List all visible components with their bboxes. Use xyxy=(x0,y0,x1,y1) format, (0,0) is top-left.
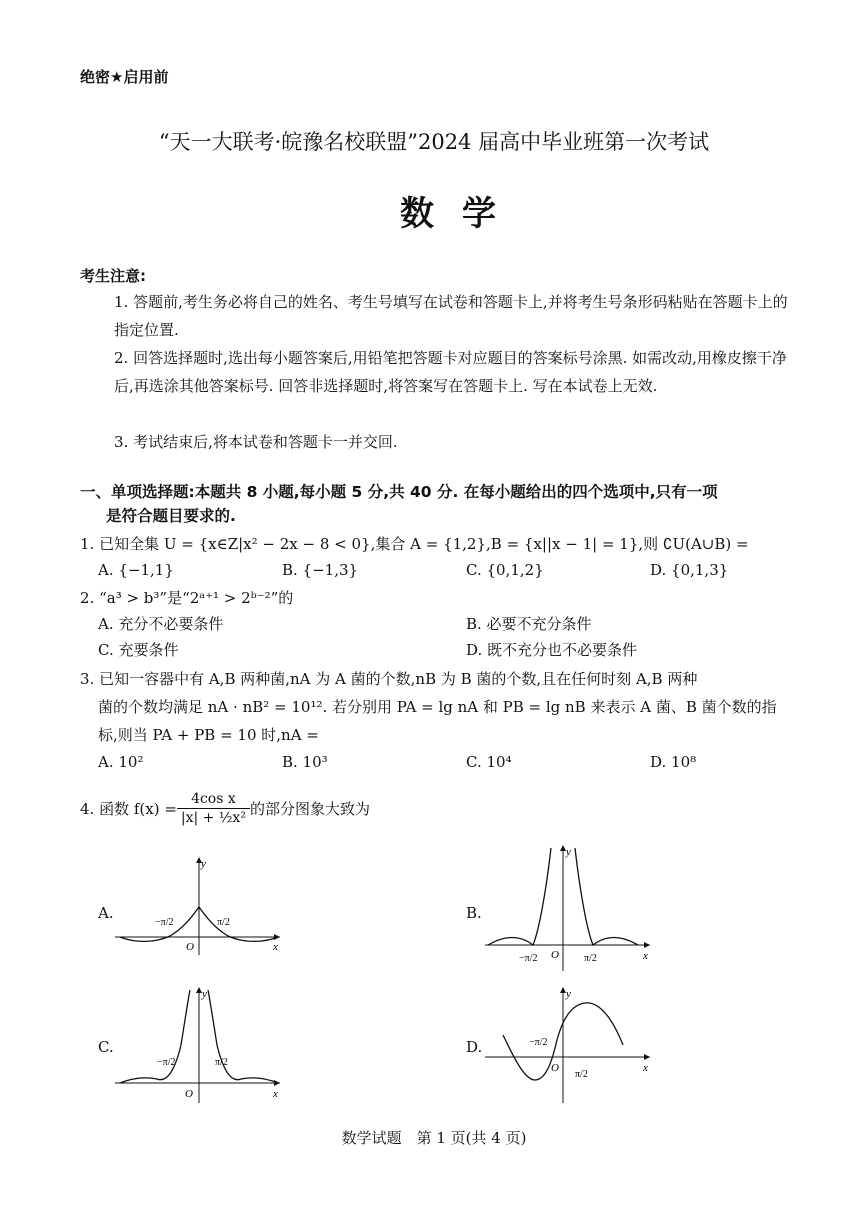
q3-stem-line2: 菌的个数均满足 nA · nB² = 10¹². 若分别用 PA = lg nA 和 PB = lg nB 来表示 A 菌、B 菌个数的指 xyxy=(98,698,777,716)
graph-a-x-label: x xyxy=(273,941,278,953)
graph-a xyxy=(115,855,285,960)
q2-stem: 2. “a³ > b³”是“2ᵃ⁺¹ > 2ᵇ⁻²”的 xyxy=(80,589,294,607)
notice-heading: 考生注意: xyxy=(80,267,146,285)
q3-option-a: A. 10² xyxy=(98,753,144,771)
graph-d-tick-pos: π/2 xyxy=(575,1069,588,1080)
q4-stem xyxy=(80,790,370,827)
confidential-label: 绝密★启用前 xyxy=(80,68,169,86)
q2-option-c: C. 充要条件 xyxy=(98,641,179,659)
q1-stem: 1. 已知全集 U = {x∈Z|x² − 2x − 8 < 0},集合 A = {1,2},B = {x||x − 1| = 1},则 ∁U(A∪B) = xyxy=(80,535,749,553)
graph-c-y-label: y xyxy=(202,988,207,1000)
graph-c-tick-neg: −π/2 xyxy=(157,1057,176,1068)
section-heading: 一、单项选择题:本题共 8 小题,每小题 5 分,共 40 分. 在每小题给出的四个选项中,只有一项 xyxy=(80,483,718,501)
graph-c-curve-right xyxy=(208,990,278,1083)
section-heading-cont: 是符合题目要求的. xyxy=(106,507,236,525)
q4-option-d-label: D. xyxy=(466,1038,483,1056)
q1-option-c: C. {0,1,2} xyxy=(466,561,544,579)
graph-c xyxy=(115,985,285,1105)
notice-item-2: 2. 回答选择题时,选出每小题答案后,用铅笔把答题卡对应题目的答案标号涂黑. 如需改动,用橡皮擦干净后,再选涂其他答案标号. 回答非选择题时,将答案写在答题卡上. 写在本试卷上无效. xyxy=(114,349,787,395)
q4-prefix: 4. 函数 f(x) = xyxy=(80,799,177,818)
q4-numerator: 4cos x xyxy=(177,790,250,809)
graph-b xyxy=(485,843,655,973)
q3-option-b: B. 10³ xyxy=(282,753,328,771)
q4-option-c-label: C. xyxy=(98,1038,114,1056)
q3-option-c: C. 10⁴ xyxy=(466,753,512,771)
graph-a-tick-neg: −π/2 xyxy=(155,917,174,928)
graph-b-curve-right xyxy=(575,848,638,945)
q3-option-d: D. 10⁸ xyxy=(650,753,697,771)
q1-option-b: B. {−1,3} xyxy=(282,561,359,579)
graph-d-y-label: y xyxy=(566,988,571,1000)
graph-a-origin: O xyxy=(186,941,194,953)
q4-suffix: 的部分图象大致为 xyxy=(249,799,370,818)
graph-c-tick-pos: π/2 xyxy=(215,1057,228,1068)
graph-d-origin: O xyxy=(551,1062,559,1074)
q2-option-d: D. 既不充分也不必要条件 xyxy=(466,641,638,659)
q4-option-b-label: B. xyxy=(466,904,482,922)
q3-stem-line3: 标,则当 PA + PB = 10 时,nA = xyxy=(98,726,319,744)
q2-option-a: A. 充分不必要条件 xyxy=(98,615,224,633)
graph-b-origin: O xyxy=(551,949,559,961)
notice-item-1: 1. 答题前,考生务必将自己的姓名、考生号填写在试卷和答题卡上,并将考生号条形码粘贴在答题卡上的指定位置. xyxy=(114,293,788,339)
graph-d-x-label: x xyxy=(643,1062,648,1074)
graph-b-tick-neg: −π/2 xyxy=(519,953,538,964)
graph-c-origin: O xyxy=(185,1088,193,1100)
q1-option-a: A. {−1,1} xyxy=(98,561,174,579)
graph-a-y-label: y xyxy=(201,858,206,870)
graph-d xyxy=(485,985,655,1105)
page-footer: 数学试题 第 1 页(共 4 页) xyxy=(341,1129,527,1147)
subject-title: 数学 xyxy=(400,194,524,234)
graph-b-y-label: y xyxy=(566,846,571,858)
graph-b-x-label: x xyxy=(643,950,648,962)
graph-c-x-label: x xyxy=(273,1088,278,1100)
q4-fraction xyxy=(177,790,250,827)
notice-item-3: 3. 考试结束后,将本试卷和答题卡一并交回. xyxy=(114,433,398,451)
graph-c-curve-left xyxy=(120,990,190,1083)
graph-b-tick-pos: π/2 xyxy=(584,953,597,964)
graph-d-tick-neg: −π/2 xyxy=(529,1037,548,1048)
exam-title: “天一大联考·皖豫名校联盟”2024 届高中毕业班第一次考试 xyxy=(158,130,710,154)
q4-denominator: |x| + ½x² xyxy=(180,810,246,826)
q4-option-a-label: A. xyxy=(98,904,114,922)
q2-option-b: B. 必要不充分条件 xyxy=(466,615,592,633)
graph-b-curve-left xyxy=(488,848,551,945)
graph-a-tick-pos: π/2 xyxy=(217,917,230,928)
q3-stem-line1: 3. 已知一容器中有 A,B 两种菌,nA 为 A 菌的个数,nB 为 B 菌的个数,且在任何时刻 A,B 两种 xyxy=(80,670,698,688)
q1-option-d: D. {0,1,3} xyxy=(650,561,729,579)
